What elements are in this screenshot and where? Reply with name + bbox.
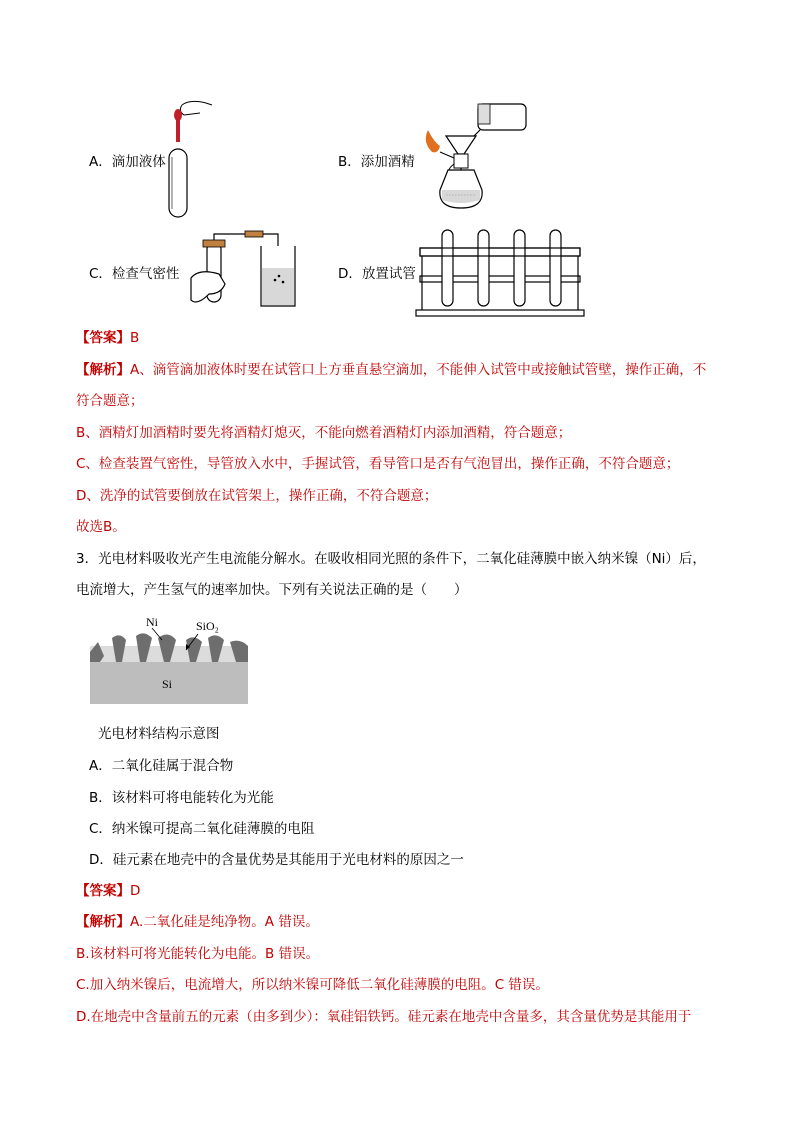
q2-analysis-line-1: 【解析】A、滴管滴加液体时要在试管口上方垂直悬空滴加，不能伸入试管中或接触试管壁，操作正确，不 xyxy=(76,362,707,378)
q2-answer-line xyxy=(76,328,139,348)
si-label: Si xyxy=(162,677,173,691)
q2-analysis-line-3: B、酒精灯加酒精时要先将酒精灯熄灭，不能向燃着酒精灯内添加酒精，符合题意； xyxy=(76,425,572,441)
alcohol-lamp-figure xyxy=(418,100,533,215)
q2-analysis-line-6: 故选B。 xyxy=(76,519,126,535)
q3-answer-value: D xyxy=(130,883,141,899)
q2-option-a: A．滴加液体 xyxy=(89,154,166,170)
q3-analysis-line-3: C.加入纳米镍后，电流增大，所以纳米镍可降低二氧化硅薄膜的电阻。C 错误。 xyxy=(76,977,549,993)
q3-answer-tag: 【答案】 xyxy=(76,883,130,899)
q3-figure-caption: 光电材料结构示意图 xyxy=(98,726,220,742)
q3-option-c: C．纳米镍可提高二氧化硅薄膜的电阻 xyxy=(89,821,315,837)
q2-option-d: D．放置试管 xyxy=(338,266,416,282)
q2-analysis-line-4: C、检查装置气密性，导管放入水中，手握试管，看导管口是否有气泡冒出，操作正确，不符合题意； xyxy=(76,456,680,472)
q2-answer-tag: 【答案】 xyxy=(76,330,130,346)
q2-option-b: B．添加酒精 xyxy=(338,154,415,170)
q3-analysis-line-1: 【解析】A.二氧化硅是纯净物。A 错误。 xyxy=(76,914,319,930)
q3-option-d: D．硅元素在地壳中的含量优势是其能用于光电材料的原因之一 xyxy=(89,852,464,868)
ni-label: Ni xyxy=(146,615,158,629)
q3-analysis-line-2: B.该材料可将光能转化为电能。B 错误。 xyxy=(76,946,320,962)
q3-stem-line-1: 3．光电材料吸收光产生电流能分解水。在吸收相同光照的条件下，二氧化硅薄膜中嵌入纳米镍（Ni）后， xyxy=(76,551,706,567)
q2-analysis-line-5: D、洗净的试管要倒放在试管架上，操作正确，不符合题意； xyxy=(76,488,438,504)
q2-analysis-line-2: 符合题意； xyxy=(76,393,144,409)
dropper-figure xyxy=(160,97,220,222)
photoelectric-structure-figure xyxy=(90,612,252,707)
q3-answer-line xyxy=(76,881,140,901)
q3-option-b: B．该材料可将电能转化为光能 xyxy=(89,790,274,806)
q3-analysis-line-4: D.在地壳中含量前五的元素（由多到少）：氧硅铝铁钙。硅元素在地壳中含量多，其含量优势是其能用于 xyxy=(76,1009,692,1025)
q3-analysis-tag: 【解析】 xyxy=(76,914,130,930)
q3-stem-line-2: 电流增大，产生氢气的速率加快。下列有关说法正确的是（ ） xyxy=(76,582,468,598)
test-tube-rack-figure xyxy=(412,226,587,318)
sio2-label: SiO₂ xyxy=(196,619,219,633)
q2-analysis-tag: 【解析】 xyxy=(76,362,130,378)
q2-option-c: C．检查气密性 xyxy=(89,266,180,282)
q3-option-a: A．二氧化硅属于混合物 xyxy=(89,758,234,774)
airtightness-figure xyxy=(185,228,305,313)
q2-answer-value: B xyxy=(130,330,140,346)
